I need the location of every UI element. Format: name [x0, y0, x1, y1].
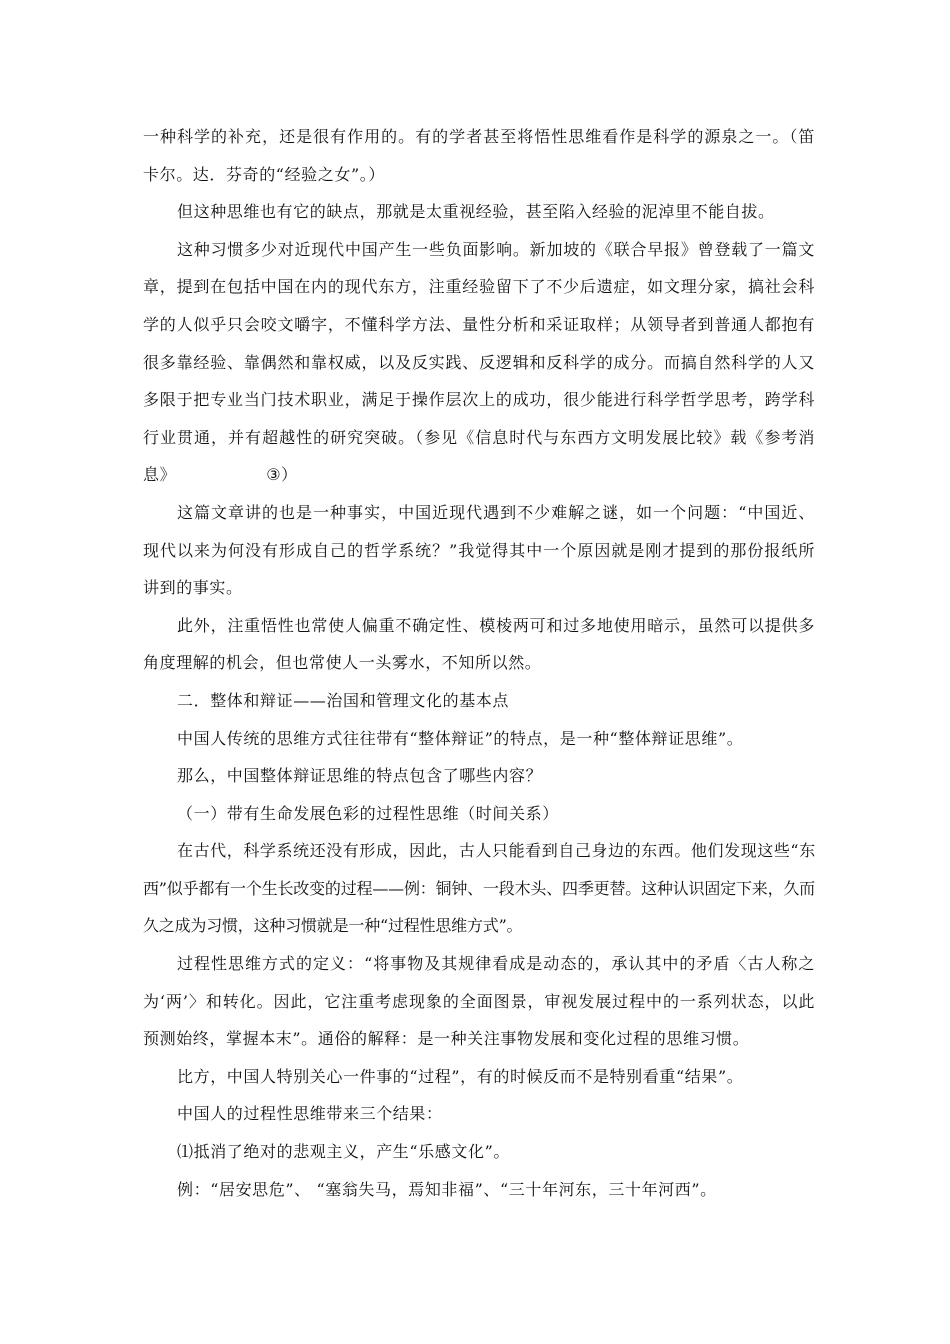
- paragraph-article-fact: 这篇文章讲的也是一种事实，中国近现代遇到不少难解之谜，如一个问题：“中国近、现代以来为何没有形成自己的哲学系统？”我觉得其中一个原因就是刚才提到的那份报纸所讲到的事实。: [143, 502, 815, 598]
- paragraph-continuation: 一种科学的补充，还是很有作用的。有的学者甚至将悟性思维看作是科学的源泉之一。（笛卡尔。达．芬奇的“经验之女”。）: [143, 127, 815, 184]
- section-heading-two: 二．整体和辩证——治国和管理文化的基本点: [177, 690, 510, 710]
- paragraph-newspaper-citation: [143, 231, 815, 494]
- paragraph-idiom-examples: 例：“居安思危”、 “塞翁失马，焉知非福”、“三十年河东，三十年河西”。: [177, 1179, 717, 1199]
- footnote-marker: ③）: [266, 465, 298, 485]
- paragraph-process-definition: 过程性思维方式的定义：“将事物及其规律看成是动态的，承认其中的矛盾〈古人称之为‘两’〉和转化。因此，它注重考虑现象的全面图景，审视发展过程中的一系列状态，以此预测始终，掌握本末”。通俗的解释：是一种关注事物发展和变化过程的思维习惯。: [143, 954, 815, 1049]
- paragraph-three-results: 中国人的过程性思维带来三个结果：: [177, 1104, 443, 1124]
- document-body: [143, 118, 815, 1208]
- subsection-heading-one: （一）带有生命发展色彩的过程性思维（时间关系）: [177, 803, 559, 823]
- paragraph-holistic-dialectic: 中国人传统的思维方式往往带有“整体辩证”的特点，是一种“整体辩证思维”。: [177, 728, 744, 748]
- paragraph-ancient-process: 在古代，科学系统还没有形成，因此，古人只能看到自己身边的东西。他们发现这些“东西”似乎都有一个生长改变的过程——例：铜钟、一段木头、四季更替。这种认识固定下来，久而久之成为习惯，这种习惯就是一种“过程性思维方式”。: [143, 841, 815, 936]
- paragraph-process-example: 比方，中国人特别关心一件事的“过程”，有的时候反而不是特别看重“结果”。: [177, 1066, 744, 1086]
- list-item-result-one: ⑴抵消了绝对的悲观主义，产生“乐感文化”。: [177, 1142, 510, 1162]
- paragraph-question: 那么，中国整体辩证思维的特点包含了哪些内容？: [177, 766, 543, 786]
- paragraph-intuition-drawback: 此外，注重悟性也常使人偏重不确定性、模棱两可和过多地使用暗示，虽然可以提供多角度理解的机会，但也常使人一头雾水，不知所以然。: [143, 615, 815, 673]
- paragraph-shortcoming: 但这种思维也有它的缺点，那就是太重视经验，甚至陷入经验的泥淖里不能自拔。: [177, 202, 775, 222]
- paragraph-newspaper-text: 这种习惯多少对近现代中国产生一些负面影响。新加坡的《联合早报》曾登载了一篇文章，提到在包括中国在内的现代东方，注重经验留下了不少后遗症，如文理分家，搞社会科学的人似乎只会咬文嚼字，不懂科学方法、量性分析和采证取样；从领导者到普通人都抱有很多靠经验、靠偶然和靠权威，以及反实践、反逻辑和反科学的成分。而搞自然科学的人又多限于把专业当门技术职业，满足于操作层次上的成功，很少能进行科学哲学思考，跨学科行业贯通，并有超越性的研究突破。（参见《信息时代与东西方文明发展比较》载《参考消息》: [143, 239, 815, 485]
